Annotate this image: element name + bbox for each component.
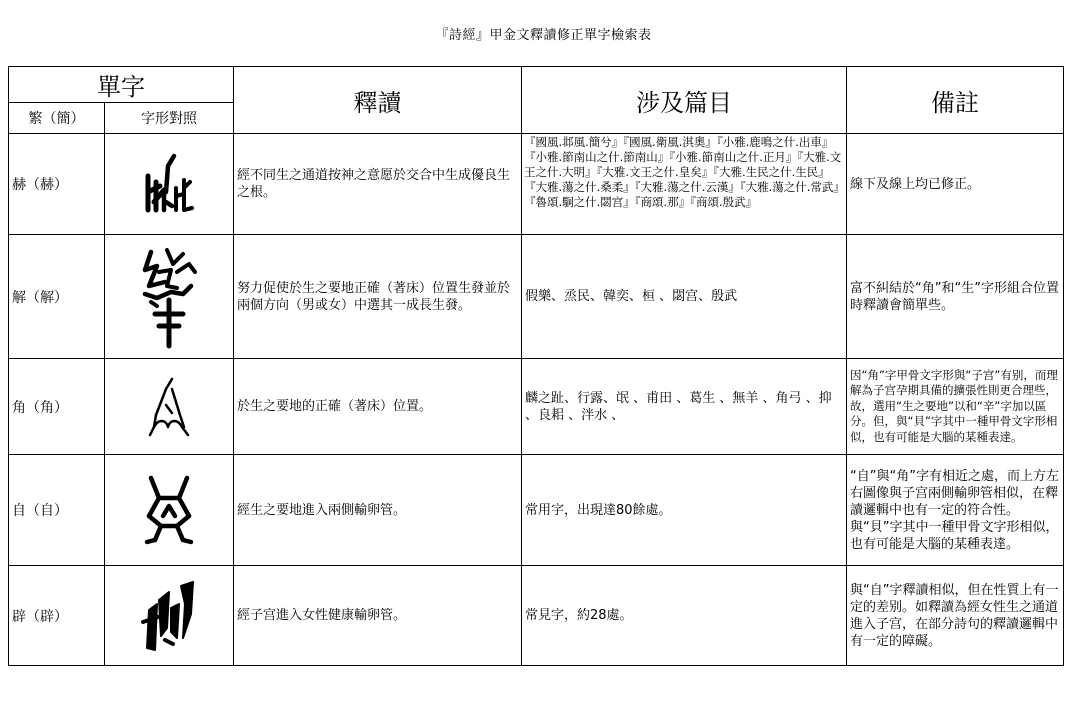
char-name: 辟（辟）: [9, 566, 105, 666]
header-glyph-compare: 字形對照: [105, 103, 234, 134]
char-name: 赫（赫）: [9, 134, 105, 235]
notes-text: 因“角”字甲骨文字形與“子宫”有别，而理解為子宫孕期具備的擴張性則更合理些，故，選用“生之要地”以和“辛”字加以區分。但，與“貝”字其中一種甲骨文字形相似，也有可能是大腦的某種表達。: [847, 359, 1064, 455]
oracle-bone-jiao-glyph-icon: [105, 359, 234, 455]
notes-text: 富不糾結於“角”和“生”字形組合位置時釋讀會簡單些。: [847, 235, 1064, 359]
header-trad-simp: 繁（簡）: [9, 103, 105, 134]
notes-text: 線下及線上均已修正。: [847, 134, 1064, 235]
header-row-top: [9, 67, 1064, 103]
header-works: 涉及篇目: [522, 67, 847, 134]
header-single-char: 單字: [9, 67, 234, 103]
works-text: 麟之趾、行露、氓 、甫田 、葛生 、無羊 、角弓 、抑 、良耜 、泮水 、: [522, 359, 847, 455]
table-row: [9, 134, 1064, 235]
character-table: [8, 66, 1064, 666]
char-name: 自（自）: [9, 455, 105, 566]
header-reading: 釋讀: [234, 67, 522, 134]
reading-text: 經子宫進入女性健康輸卵管。: [234, 566, 522, 666]
oracle-bone-zi-glyph-icon: [105, 455, 234, 566]
char-name: 解（解）: [9, 235, 105, 359]
oracle-bone-he-glyph-icon: [105, 134, 234, 235]
reading-text: 經生之要地進入兩側輸卵管。: [234, 455, 522, 566]
table-row: [9, 359, 1064, 455]
table-row: [9, 455, 1064, 566]
works-text: 常見字，約28處。: [522, 566, 847, 666]
table-row: [9, 566, 1064, 666]
reading-text: 經不同生之通道按神之意愿於交合中生成優良生之根。: [234, 134, 522, 235]
reading-text: 於生之要地的正確（著床）位置。: [234, 359, 522, 455]
works-text: 假樂、烝民、韓奕、桓 、閟宫、殷武: [522, 235, 847, 359]
oracle-bone-bi-glyph-icon: [105, 566, 234, 666]
notes-text: 與“自”字釋讀相似，但在性質上有一定的差别。如釋讀為經女性生之通道進入子宫，在部分詩句的釋讀邏輯中有一定的障礙。: [847, 566, 1064, 666]
notes-text: “自”與“角”字有相近之處，而上方左右圖像與子宫兩側輸卵管相似，在釋讀邏輯中也有一定的符合性。與“貝”字其中一種甲骨文字形相似，也有可能是大腦的某種表達。: [847, 455, 1064, 566]
works-text: 常用字，出現達80餘處。: [522, 455, 847, 566]
header-notes: 備註: [847, 67, 1064, 134]
char-name: 角（角）: [9, 359, 105, 455]
table-row: [9, 235, 1064, 359]
oracle-bone-jie-glyph-icon: [105, 235, 234, 359]
page-title: 『詩經』甲金文釋讀修正單字檢索表: [435, 28, 652, 43]
works-text: 『國風.邶風.簡兮』『國風.衛風.淇奧』『小雅.鹿鳴之什.出車』『小雅.節南山之什.節南山』『小雅.節南山之什.正月』『大雅.文王之什.大明』『大雅.文王之什.皇矣』『大雅.生民之什.生民』『大雅.蕩之什.桑柔』『大雅.蕩之什.云漢』『大雅.蕩之什.常武』『魯頌.駉之什.閟宫』『商頌.那』『商頌.殷武』: [522, 134, 847, 235]
reading-text: 努力促使於生之要地正確（著床）位置生發並於兩個方向（男或女）中選其一成長生發。: [234, 235, 522, 359]
